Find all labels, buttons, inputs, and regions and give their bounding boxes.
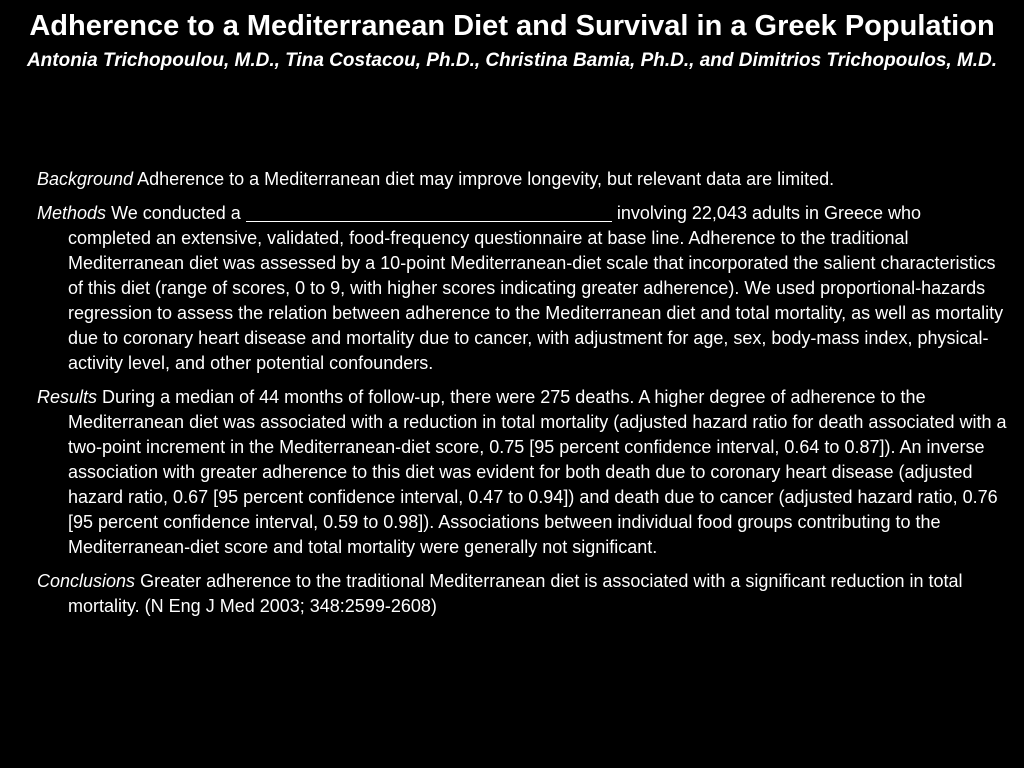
background-label: Background xyxy=(37,169,134,189)
conclusions-label: Conclusions xyxy=(37,571,136,591)
fill-in-blank xyxy=(246,203,612,222)
background-section xyxy=(37,167,1007,192)
paper-title: Adherence to a Mediterranean Diet and Survival in a Greek Population xyxy=(29,10,995,42)
slide-header xyxy=(20,6,1004,73)
results-label: Results xyxy=(37,387,98,407)
results-text: During a median of 44 months of follow-up, there were 275 deaths. A higher degree of adherence to the Mediterranean diet was associated with a reduction in total mortality (adjusted hazard ratio for death associated with a two-point increment in the Mediterranean-diet score, 0.75 [95 percent confidence interval, 0.64 to 0.87]). An inverse association with greater adherence to this diet was evident for both death due to coronary heart disease (adjusted hazard ratio, 0.67 [95 percent confidence interval, 0.47 to 0.94]) and death due to cancer (adjusted hazard ratio, 0.76 [95 percent confidence interval, 0.59 to 0.98]). Associations between individual food groups contributing to the Mediterranean-diet score and total mortality were generally not significant. xyxy=(68,387,1007,557)
background-text: Adherence to a Mediterranean diet may improve longevity, but relevant data are limited. xyxy=(137,169,835,189)
methods-text-after: involving 22,043 adults in Greece who completed an extensive, validated, food-frequency questionnaire at base line. Adherence to the traditional Mediterranean diet was assessed by a 10-point Mediterranean-diet scale that incorporated the salient characteristics of this diet (range of scores, 0 to 9, with higher scores indicating greater adherence). We used proportional-hazards regression to assess the relation between adherence to the Mediterranean diet and total mortality, as well as mortality due to coronary heart disease and mortality due to cancer, with adjustment for age, sex, body-mass index, physical-activity level, and other potential confounders. xyxy=(68,203,1004,373)
methods-section xyxy=(37,201,1007,376)
abstract xyxy=(37,167,1007,628)
conclusions-text: Greater adherence to the traditional Mediterranean diet is associated with a significant reduction in total mortality. (N Eng J Med 2003; 348:2599-2608) xyxy=(68,571,963,616)
conclusions-section xyxy=(37,569,1007,619)
results-section xyxy=(37,385,1007,560)
methods-label: Methods xyxy=(37,203,107,223)
author-list: Antonia Trichopoulou, M.D., Tina Costacou, Ph.D., Christina Bamia, Ph.D., and Dimitrios Trichopoulos, M.D. xyxy=(26,50,998,71)
methods-text-before: We conducted a xyxy=(111,203,241,223)
